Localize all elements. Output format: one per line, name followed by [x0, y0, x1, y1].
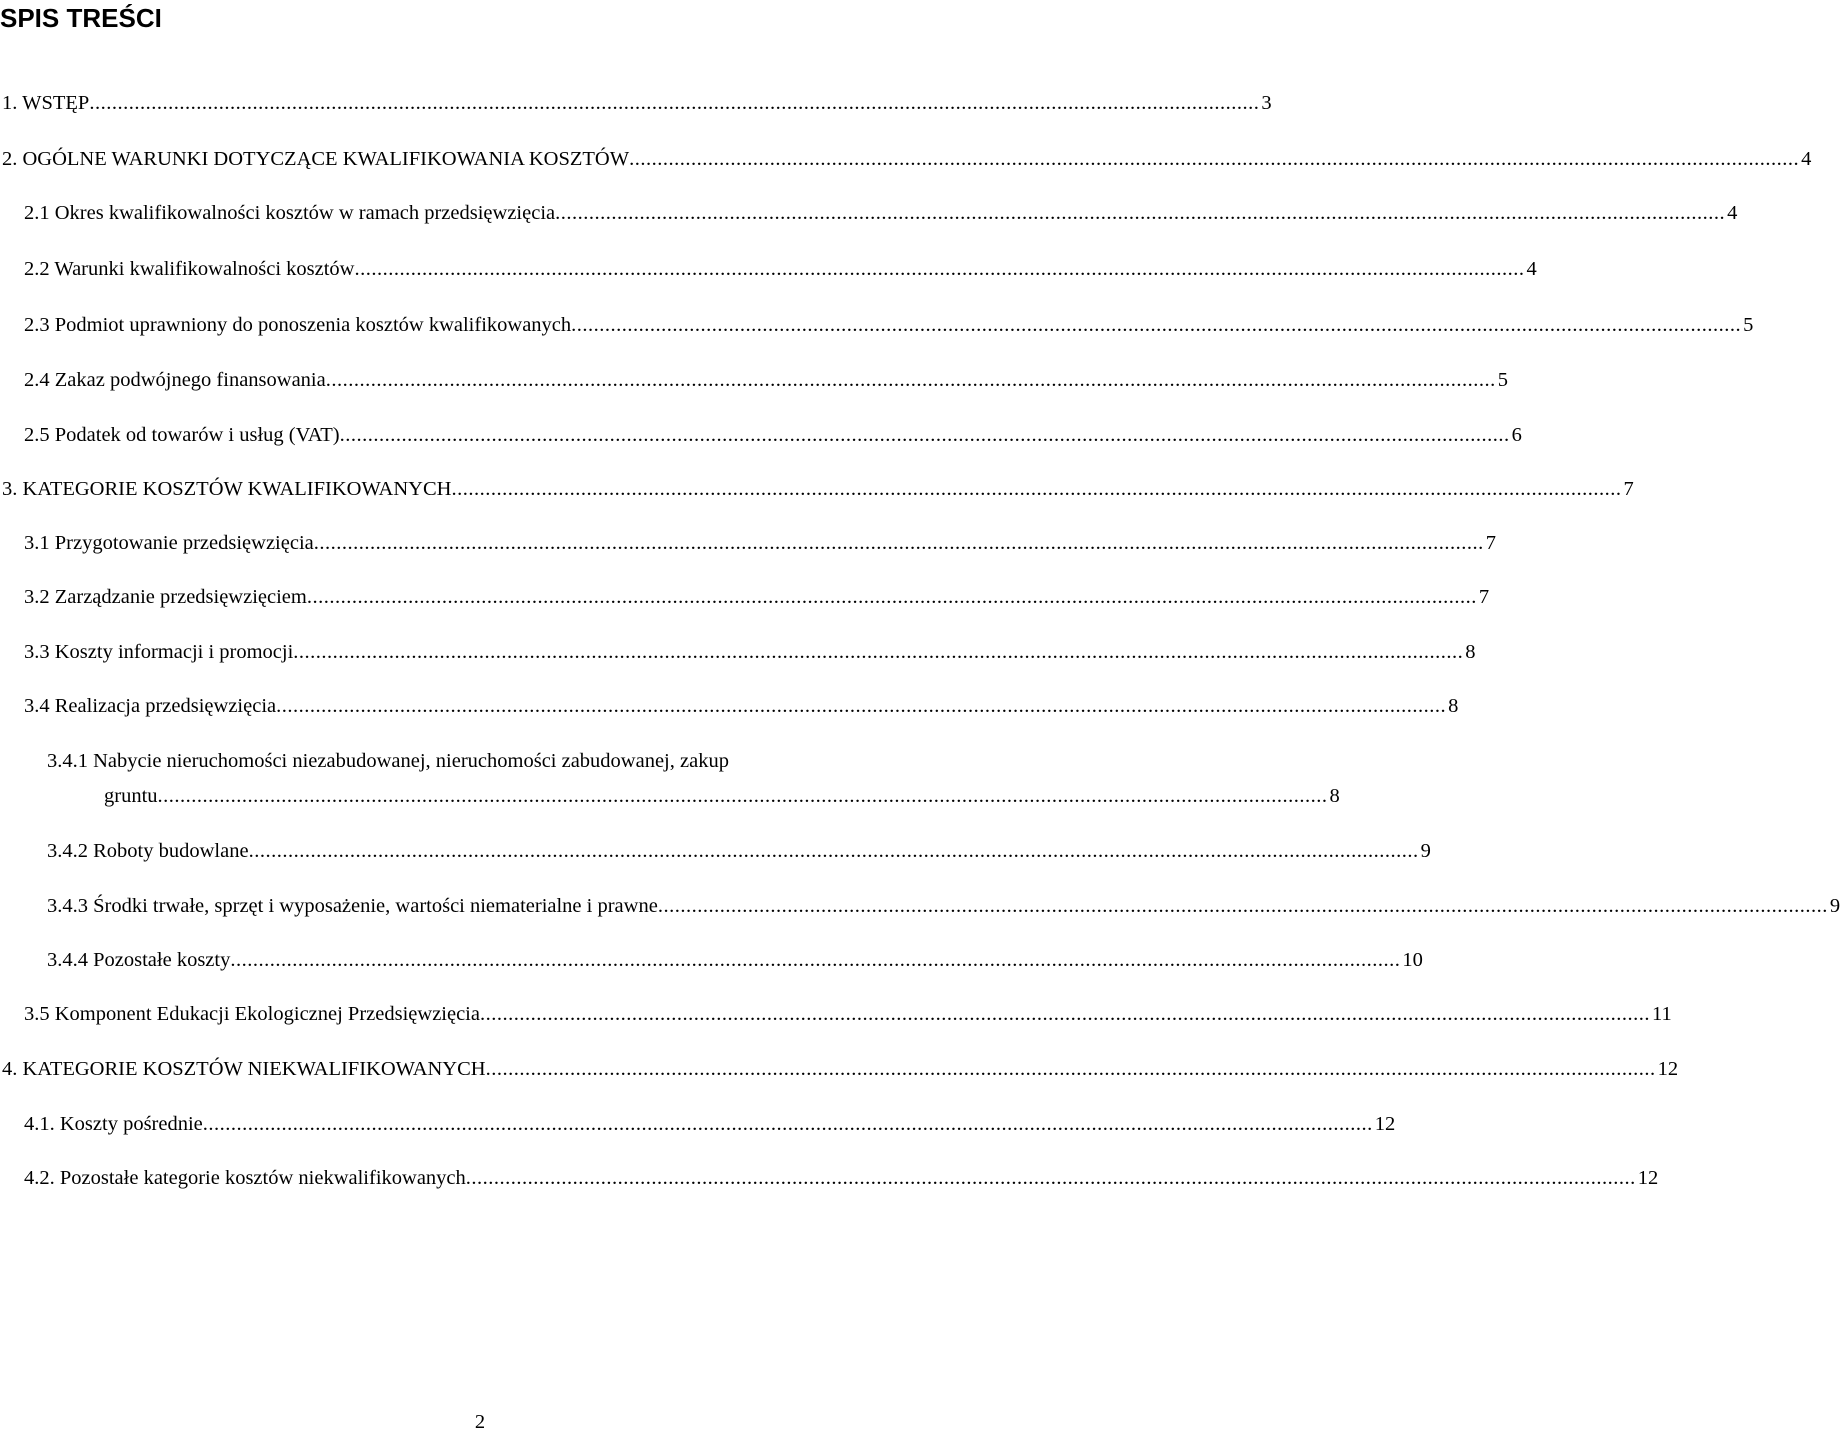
toc-entry-label: 3.4.2 Roboty budowlane [47, 840, 249, 862]
toc-entry[interactable] [24, 311, 1754, 339]
toc-dot-leader [466, 1164, 1636, 1192]
toc-entry-page: 12 [1637, 1167, 1659, 1189]
toc-dot-leader [203, 1110, 1373, 1138]
toc-entry[interactable] [24, 1164, 1659, 1192]
toc-entry-page: 12 [1374, 1113, 1396, 1135]
toc-dot-leader [158, 782, 1328, 810]
toc-entry-page: 11 [1651, 1003, 1672, 1025]
toc-entry-page: 8 [1329, 785, 1340, 807]
toc-dot-leader [451, 475, 1621, 503]
toc-entry-page: 7 [1478, 586, 1490, 608]
toc-entry-page: 12 [1657, 1058, 1679, 1080]
toc-entry-label: 3.3 Koszty informacji i promocji [24, 641, 294, 663]
toc-entry-page: 10 [1402, 949, 1423, 971]
toc-entry-label: 2. OGÓLNE WARUNKI DOTYCZĄCE KWALIFIKOWANIA KOSZTÓW [2, 148, 630, 170]
toc-entry-label: 4.1. Koszty pośrednie [24, 1113, 203, 1135]
toc-dot-leader [89, 89, 1259, 117]
toc-entry-page: 9 [1420, 840, 1431, 862]
toc-entry-label: 3.4.4 Pozostałe koszty [47, 949, 231, 971]
toc-entry-label: 3.4 Realizacja przedsięwzięcia [24, 695, 277, 717]
toc-entry-page: 7 [1623, 478, 1634, 500]
toc-entry[interactable] [2, 145, 1812, 173]
toc-entry-page: 8 [1465, 641, 1476, 663]
toc-entry-page: 4 [1727, 202, 1738, 224]
toc-entry[interactable] [24, 1110, 1396, 1138]
toc-entry-page: 5 [1497, 369, 1508, 391]
toc-entry-page: 3 [1261, 92, 1272, 114]
toc-dot-leader [314, 529, 1484, 557]
toc-entry-label-first-line[interactable]: 3.4.1 Nabycie nieruchomości niezabudowanej, nieruchomości zabudowanej, zakup [47, 750, 729, 772]
page-number: 2 [474, 1411, 486, 1433]
toc-entry-page: 4 [1526, 258, 1537, 280]
toc-dot-leader [340, 421, 1510, 449]
toc-entry[interactable] [2, 1055, 1679, 1083]
toc-entry-label: 4. KATEGORIE KOSZTÓW NIEKWALIFIKOWANYCH [2, 1058, 486, 1080]
toc-dot-leader [249, 837, 1419, 865]
toc-title: SPIS TREŚCI [0, 3, 162, 33]
toc-entry[interactable] [24, 255, 1537, 283]
toc-dot-leader [276, 692, 1446, 720]
toc-entry-page: 4 [1801, 148, 1812, 170]
toc-dot-leader [230, 946, 1400, 974]
toc-entry-label: 2.4 Zakaz podwójnego finansowania [24, 369, 326, 391]
toc-entry[interactable] [24, 366, 1508, 394]
toc-entry[interactable] [47, 946, 1423, 974]
toc-entry-label: 2.1 Okres kwalifikowalności kosztów w ramach przedsięwzięcia [24, 202, 556, 224]
toc-entry-label: 3.1 Przygotowanie przedsięwzięcia [24, 532, 314, 554]
toc-entry-label: 2.5 Podatek od towarów i usług (VAT) [24, 424, 340, 446]
toc-dot-leader [571, 311, 1741, 339]
toc-dot-leader [480, 1000, 1650, 1028]
toc-entry[interactable] [47, 892, 1840, 920]
toc-dot-leader [307, 583, 1477, 611]
toc-entry[interactable] [24, 529, 1496, 557]
toc-entry-label: 2.2 Warunki kwalifikowalności kosztów [24, 258, 355, 280]
toc-entry-page: 9 [1829, 895, 1840, 917]
toc-entry[interactable] [24, 638, 1476, 666]
toc-entry[interactable] [2, 89, 1272, 117]
toc-entry-label: 2.3 Podmiot uprawniony do ponoszenia kosztów kwalifikowanych [24, 314, 572, 336]
toc-entry-page: 8 [1448, 695, 1459, 717]
toc-entry-label: 3.4.3 Środki trwałe, sprzęt i wyposażenie, wartości niematerialne i prawne [47, 895, 658, 917]
toc-entry[interactable] [24, 1000, 1672, 1028]
toc-dot-leader [658, 892, 1828, 920]
toc-dot-leader [326, 366, 1496, 394]
toc-entry[interactable] [2, 475, 1634, 503]
toc-entry[interactable] [24, 199, 1738, 227]
toc-entry[interactable] [24, 583, 1490, 611]
toc-dot-leader [486, 1055, 1656, 1083]
toc-entry[interactable] [24, 692, 1459, 720]
toc-dot-leader [629, 145, 1799, 173]
toc-entry-label: 4.2. Pozostałe kategorie kosztów niekwalifikowanych [24, 1167, 466, 1189]
toc-dot-leader [354, 255, 1524, 283]
toc-entry-label: 3.5 Komponent Edukacji Ekologicznej Przedsięwzięcia [24, 1003, 480, 1025]
toc-entry-page: 6 [1511, 424, 1522, 446]
toc-entry-page: 5 [1743, 314, 1754, 336]
toc-entry[interactable] [104, 782, 1340, 810]
toc-entry-label: 3.2 Zarządzanie przedsięwzięciem [24, 586, 307, 608]
toc-entry[interactable] [47, 837, 1431, 865]
toc-dot-leader [555, 199, 1725, 227]
toc-entry-page: 7 [1485, 532, 1496, 554]
toc-dot-leader [293, 638, 1463, 666]
toc-entry-label: gruntu [104, 785, 158, 807]
toc-entry-label: 1. WSTĘP [2, 92, 90, 114]
toc-entry[interactable] [24, 421, 1522, 449]
toc-entry-label: 3. KATEGORIE KOSZTÓW KWALIFIKOWANYCH [2, 478, 452, 500]
